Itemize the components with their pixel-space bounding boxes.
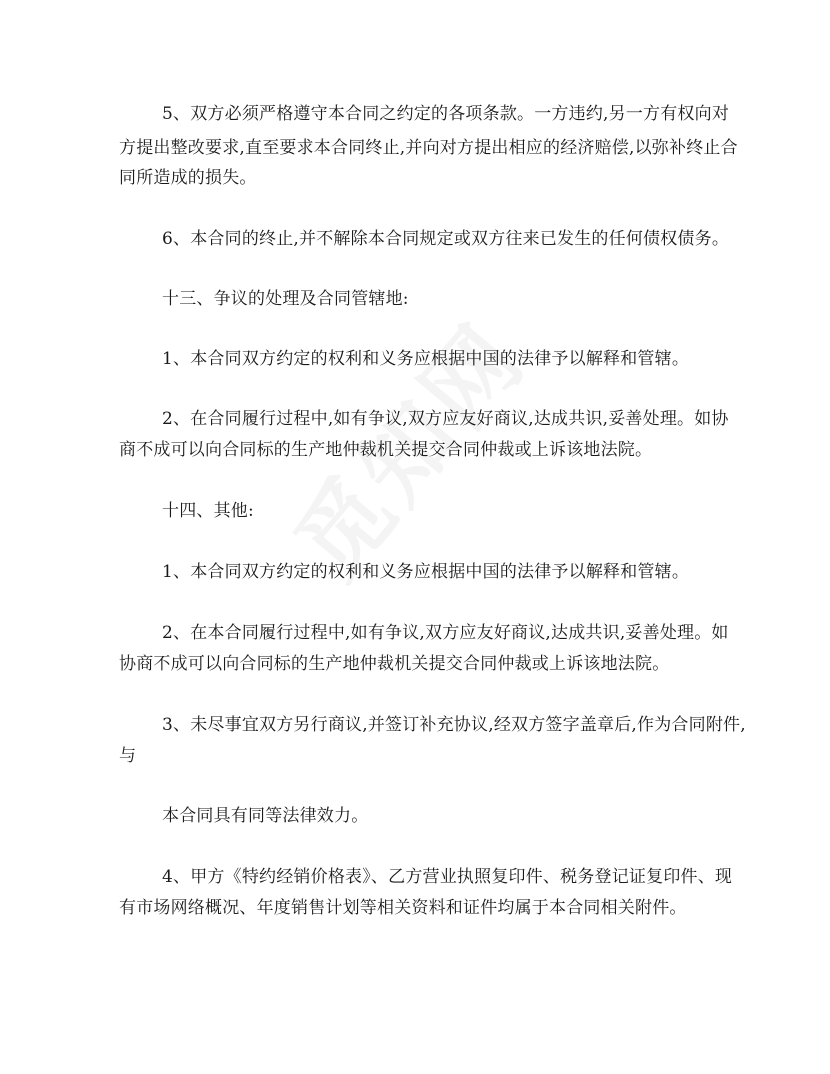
clause-6-line-1: 6、本合同的终止,并不解除本合同规定或双方往来已发生的任何债权债务。 [162, 229, 730, 249]
section-14-heading: 十四、其他: [162, 501, 254, 521]
section-14-item-4-line-1: 4、甲方《特约经销价格表》、乙方营业执照复印件、税务登记证复印件、现 [162, 867, 733, 887]
section-14-item-3-line-1: 3、未尽事宜双方另行商议,并签订补充协议,经双方签字盖章后,作为合同附件, [162, 715, 746, 735]
section-14-item-3-line-3: 本合同具有同等法律效力。 [162, 806, 369, 826]
clause-5-line-3: 同所造成的损失。 [119, 168, 257, 188]
section-14-item-3-line-2: 与 [119, 746, 137, 766]
section-13-heading: 十三、争议的处理及合同管辖地: [162, 289, 409, 309]
section-13-item-2-line-2: 商不成可以向合同标的生产地仲裁机关提交合同仲裁或上诉该地法院。 [119, 440, 653, 460]
clause-5-line-2: 方提出整改要求,直至要求本合同终止,并向对方提出相应的经济赔偿,以弥补终止合 [119, 138, 738, 158]
section-14-item-2-line-2: 协商不成可以向合同标的生产地仲裁机关提交合同仲裁或上诉该地法院。 [119, 654, 670, 674]
section-13-item-2-line-1: 2、在合同履行过程中,如有争议,双方应友好商议,达成共识,妥善处理。如协 [162, 409, 729, 429]
section-14-item-2-line-1: 2、在本合同履行过程中,如有争议,双方应友好商议,达成共识,妥善处理。如 [162, 623, 729, 643]
section-14-item-4-line-2: 有市场网络概况、年度销售计划等相关资料和证件均属于本合同相关附件。 [119, 898, 687, 918]
section-13-item-1: 1、本合同双方约定的权利和义务应根据中国的法律予以解释和管辖。 [162, 349, 690, 369]
section-14-item-1: 1、本合同双方约定的权利和义务应根据中国的法律予以解释和管辖。 [162, 562, 690, 582]
clause-5-line-1: 5、双方必须严格遵守本合同之约定的各项条款。一方违约,另一方有权向对 [162, 104, 730, 124]
